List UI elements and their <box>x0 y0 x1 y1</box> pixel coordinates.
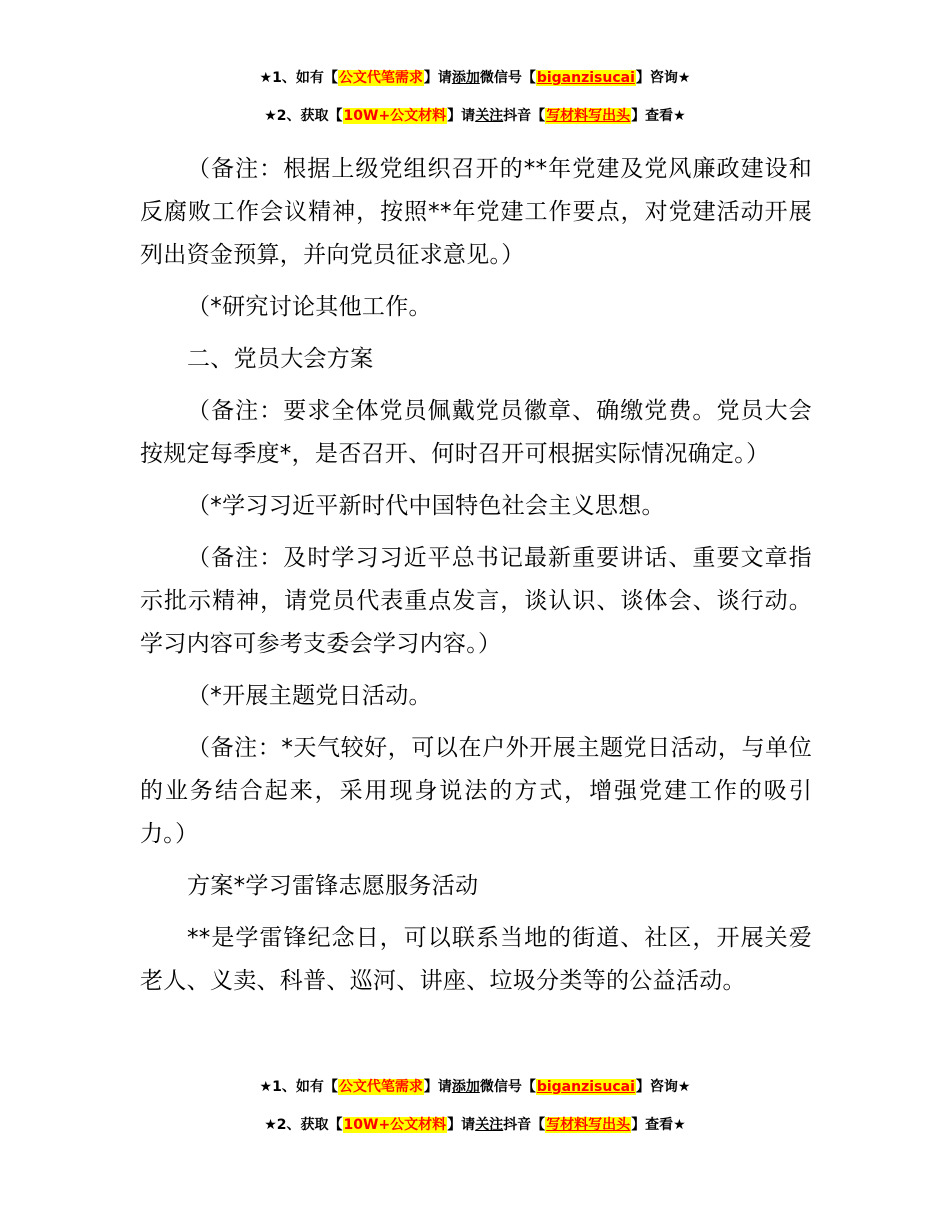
paragraph: （备注：根据上级党组织召开的**年党建及党风廉政建设和反腐败工作会议精神，按照**年党建工作要点，对党建活动开展列出资金预算，并向党员征求意见。） <box>140 156 812 268</box>
document-body <box>140 148 812 1012</box>
banner-underlined-text: 添加 <box>451 1079 480 1095</box>
banner-text: 】请 <box>423 1079 452 1095</box>
banner-text: 】请 <box>447 108 476 124</box>
banner-text: 微信号【 <box>479 1079 536 1095</box>
paragraph: （*学习习近平新时代中国特色社会主义思想。 <box>187 493 665 519</box>
footer-banner-line-1 <box>0 1077 950 1097</box>
section-heading: 方案*学习雷锋志愿服务活动 <box>187 873 479 899</box>
banner-text: ★1、如有【 <box>259 70 338 86</box>
highlight-materials: 10W+公文材料 <box>343 1117 447 1133</box>
banner-underlined-text: 添加 <box>451 70 480 86</box>
banner-text: 】请 <box>423 70 452 86</box>
banner-text: 】咨询★ <box>635 70 691 86</box>
banner-underlined-text: 关注 <box>475 1117 504 1133</box>
paragraph: **是学雷锋纪念日，可以联系当地的街道、社区，开展关爱老人、义卖、科普、巡河、讲座、垃圾分类等的公益活动。 <box>140 925 812 994</box>
banner-text: 】查看★ <box>631 108 686 124</box>
banner-text: ★2、获取【 <box>264 108 343 124</box>
banner-text: 抖音【 <box>503 108 546 124</box>
highlight-douyin-account: 写材料写出头 <box>546 1117 631 1133</box>
banner-text: 】请 <box>447 1117 476 1133</box>
paragraph: （*开展主题党日活动。 <box>187 683 432 709</box>
paragraph: （*研究讨论其他工作。 <box>187 294 432 320</box>
banner-text: 】咨询★ <box>635 1079 691 1095</box>
banner-text: ★2、获取【 <box>264 1117 343 1133</box>
section-heading: 二、党员大会方案 <box>187 346 374 372</box>
header-banner-line-2 <box>0 106 950 126</box>
highlight-wechat-id: biganzisucai <box>536 1079 635 1095</box>
paragraph: （备注：*天气较好，可以在户外开展主题党日活动，与单位的业务结合起来，采用现身说法的方式，增强党建工作的吸引力。） <box>140 735 812 847</box>
paragraph: （备注：及时学习习近平总书记最新重要讲话、重要文章指示批示精神，请党员代表重点发言，谈认识、谈体会、谈行动。学习内容可参考支委会学习内容。） <box>140 545 812 657</box>
highlight-wechat-id: biganzisucai <box>536 70 635 86</box>
banner-underlined-text: 关注 <box>475 108 504 124</box>
highlight-materials: 10W+公文材料 <box>343 108 447 124</box>
banner-text: 微信号【 <box>479 70 536 86</box>
banner-text: ★1、如有【 <box>259 1079 338 1095</box>
paragraph: （备注：要求全体党员佩戴党员徽章、确缴党费。党员大会按规定每季度*，是否召开、何时召开可根据实际情况确定。） <box>140 398 812 467</box>
highlight-ghostwriting: 公文代笔需求 <box>338 1079 423 1095</box>
highlight-ghostwriting: 公文代笔需求 <box>338 70 423 86</box>
header-banner-line-1 <box>0 68 950 88</box>
banner-text: 抖音【 <box>503 1117 546 1133</box>
banner-text: 】查看★ <box>631 1117 686 1133</box>
footer-banner-line-2 <box>0 1115 950 1135</box>
highlight-douyin-account: 写材料写出头 <box>546 108 631 124</box>
